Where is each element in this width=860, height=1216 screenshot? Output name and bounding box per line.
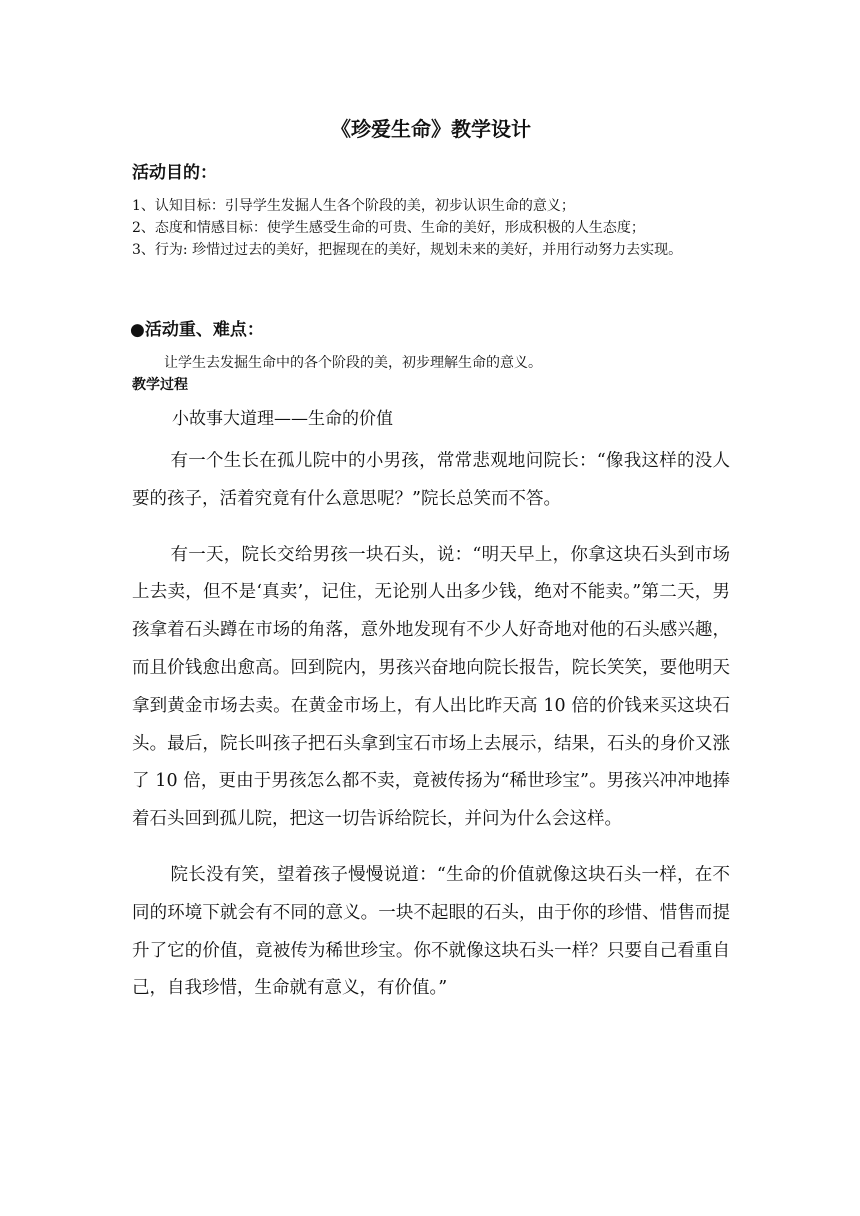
process-heading: 教学过程 — [132, 377, 188, 393]
objective-item-1: 1、认知目标：引导学生发掘人生各个阶段的美，初步认识生命的意义； — [132, 198, 575, 214]
document-title: 《珍爱生命》教学设计 — [331, 117, 531, 141]
story-title: 小故事大道理——生命的价值 — [172, 409, 393, 429]
key-points-text: 让学生去发掘生命中的各个阶段的美，初步理解生命的意义。 — [164, 355, 542, 371]
objective-item-2: 2、态度和情感目标：使学生感受生命的可贵、生命的美好，形成积极的人生态度； — [132, 220, 645, 236]
story-paragraph-1: 有一个生长在孤儿院中的小男孩，常常悲观地问院长：“像我这样的没人要的孩子，活着究竟有什么意思呢？”院长总笑而不答。 — [132, 451, 730, 509]
story-paragraph-3: 院长没有笑，望着孩子慢慢说道：“生命的价值就像这块石头一样，在不同的环境下就会有不同的意义。一块不起眼的石头，由于你的珍惜、惜售而提升了它的价值，竟被传为稀世珍宝。你不就像这块石头一样？只要自己看重自己，自我珍惜，生命就有意义，有价值。” — [132, 864, 730, 999]
objectives-heading: 活动目的： — [132, 163, 217, 183]
story-paragraph-2: 有一天，院长交给男孩一块石头，说：“明天早上，你拿这块石头到市场上去卖，但不是‘真卖’，记住，无论别人出多少钱，绝对不能卖。”第二天，男孩拿着石头蹲在市场的角落，意外地发现有不少人好奇地对他的石头感兴趣，而且价钱愈出愈高。回到院内，男孩兴奋地向院长报告，院长笑笑，要他明天拿到黄金市场去卖。在黄金市场上，有人出比昨天高 10 倍的价钱来买这块石头。最后，院长叫孩子把石头拿到宝石市场上去展示，结果，石头的身价又涨了 10 倍，更由于男孩怎么都不卖，竟被传扬为“稀世珍宝”。男孩兴冲冲地捧着石头回到孤儿院，把这一切告诉给院长，并问为什么会这样。 — [132, 544, 730, 830]
key-points-heading: ●活动重、难点： — [130, 320, 264, 340]
objective-item-3: 3、行为: 珍惜过过去的美好，把握现在的美好，规划未来的美好，并用行动努力去实现。 — [132, 242, 683, 258]
objectives-list — [132, 195, 730, 261]
story-body — [132, 443, 730, 1008]
